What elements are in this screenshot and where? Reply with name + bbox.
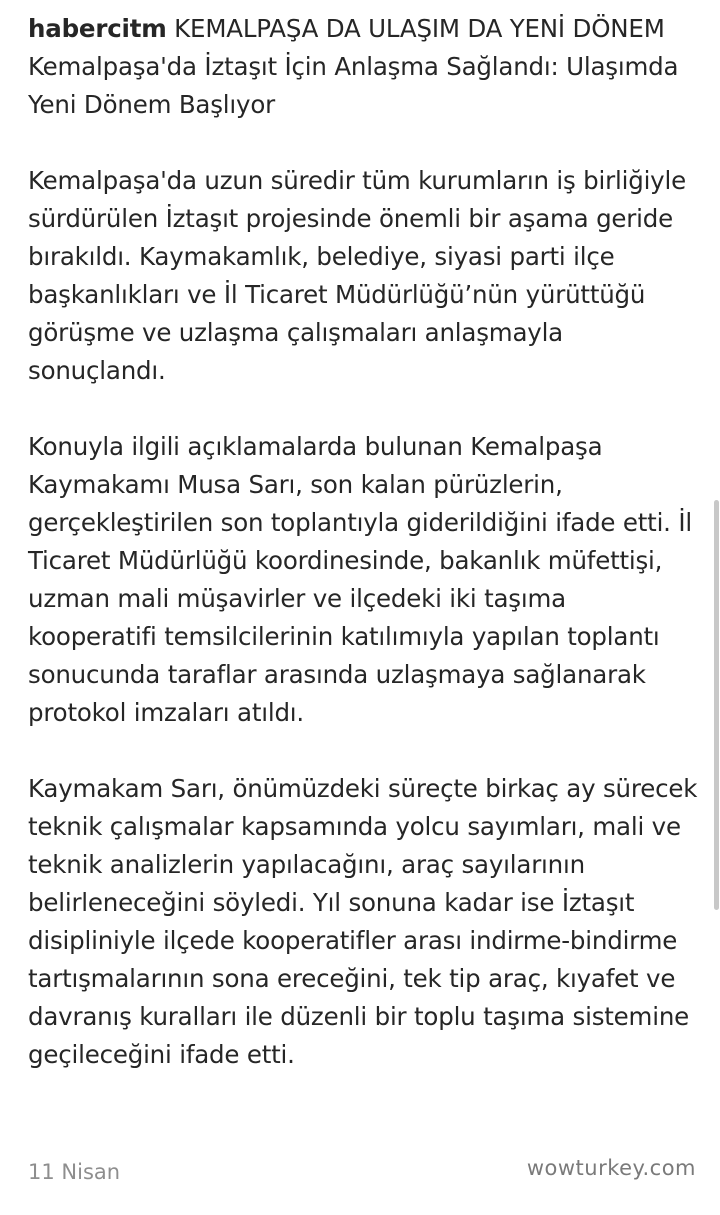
paragraph-2: Konuyla ilgili açıklamalarda bulunan Kemalpaşa Kaymakamı Musa Sarı, son kalan pürüzlerin, gerçekleştirilen son toplantıyla giderildiğini ifade etti. İl Ticaret Müdürlüğü koordinesinde, bakanlık müfettişi, uzman mali müşavirler ve ilçedeki iki taşıma kooperatifi temsilcilerinin katılımıyla yapılan toplantı sonucunda taraflar arasında uzlaşmaya sağlanarak protokol imzaları atıldı. bbox=[28, 432, 692, 727]
paragraph-3: Kaymakam Sarı, önümüzdeki süreçte birkaç ay sürecek teknik çalışmalar kapsamında yolcu sayımları, mali ve teknik analizlerin yapılacağını, araç sayılarının belirleneceğini söyledi. Yıl sonuna kadar ise İztaşıt disipliniyle ilçede kooperatifler arası indirme-bindirme tartışmalarının sona ereceğini, tek tip araç, kıyafet ve davranış kuralları ile düzenli bir toplu taşıma sistemine geçileceğini ifade etti. bbox=[28, 774, 698, 1069]
scrollbar[interactable] bbox=[714, 500, 719, 910]
post-caption bbox=[28, 10, 700, 1074]
caption-header bbox=[28, 10, 700, 48]
paragraph-gap bbox=[28, 732, 700, 770]
post-date[interactable]: 11 Nisan bbox=[28, 1160, 121, 1184]
watermark: wowturkey.com bbox=[526, 1156, 696, 1180]
paragraph-1: Kemalpaşa'da uzun süredir tüm kurumların iş birliğiyle sürdürülen İztaşıt projesinde önemli bir aşama geride bırakıldı. Kaymakamlık, belediye, siyasi parti ilçe başkanlıkları ve İl Ticaret Müdürlüğü’nün yürüttüğü görüşme ve uzlaşma çalışmaları anlaşmayla sonuçlandı. bbox=[28, 166, 686, 385]
post-footer bbox=[28, 1156, 696, 1192]
headline: Kemalpaşa'da İztaşıt İçin Anlaşma Sağlandı: Ulaşımda Yeni Dönem Başlıyor bbox=[28, 52, 679, 119]
username-link[interactable]: habercitm bbox=[28, 14, 167, 43]
post-title: KEMALPAŞA DA ULAŞIM DA YENİ DÖNEM bbox=[174, 14, 665, 43]
paragraph-gap bbox=[28, 124, 700, 162]
paragraph-gap bbox=[28, 390, 700, 428]
